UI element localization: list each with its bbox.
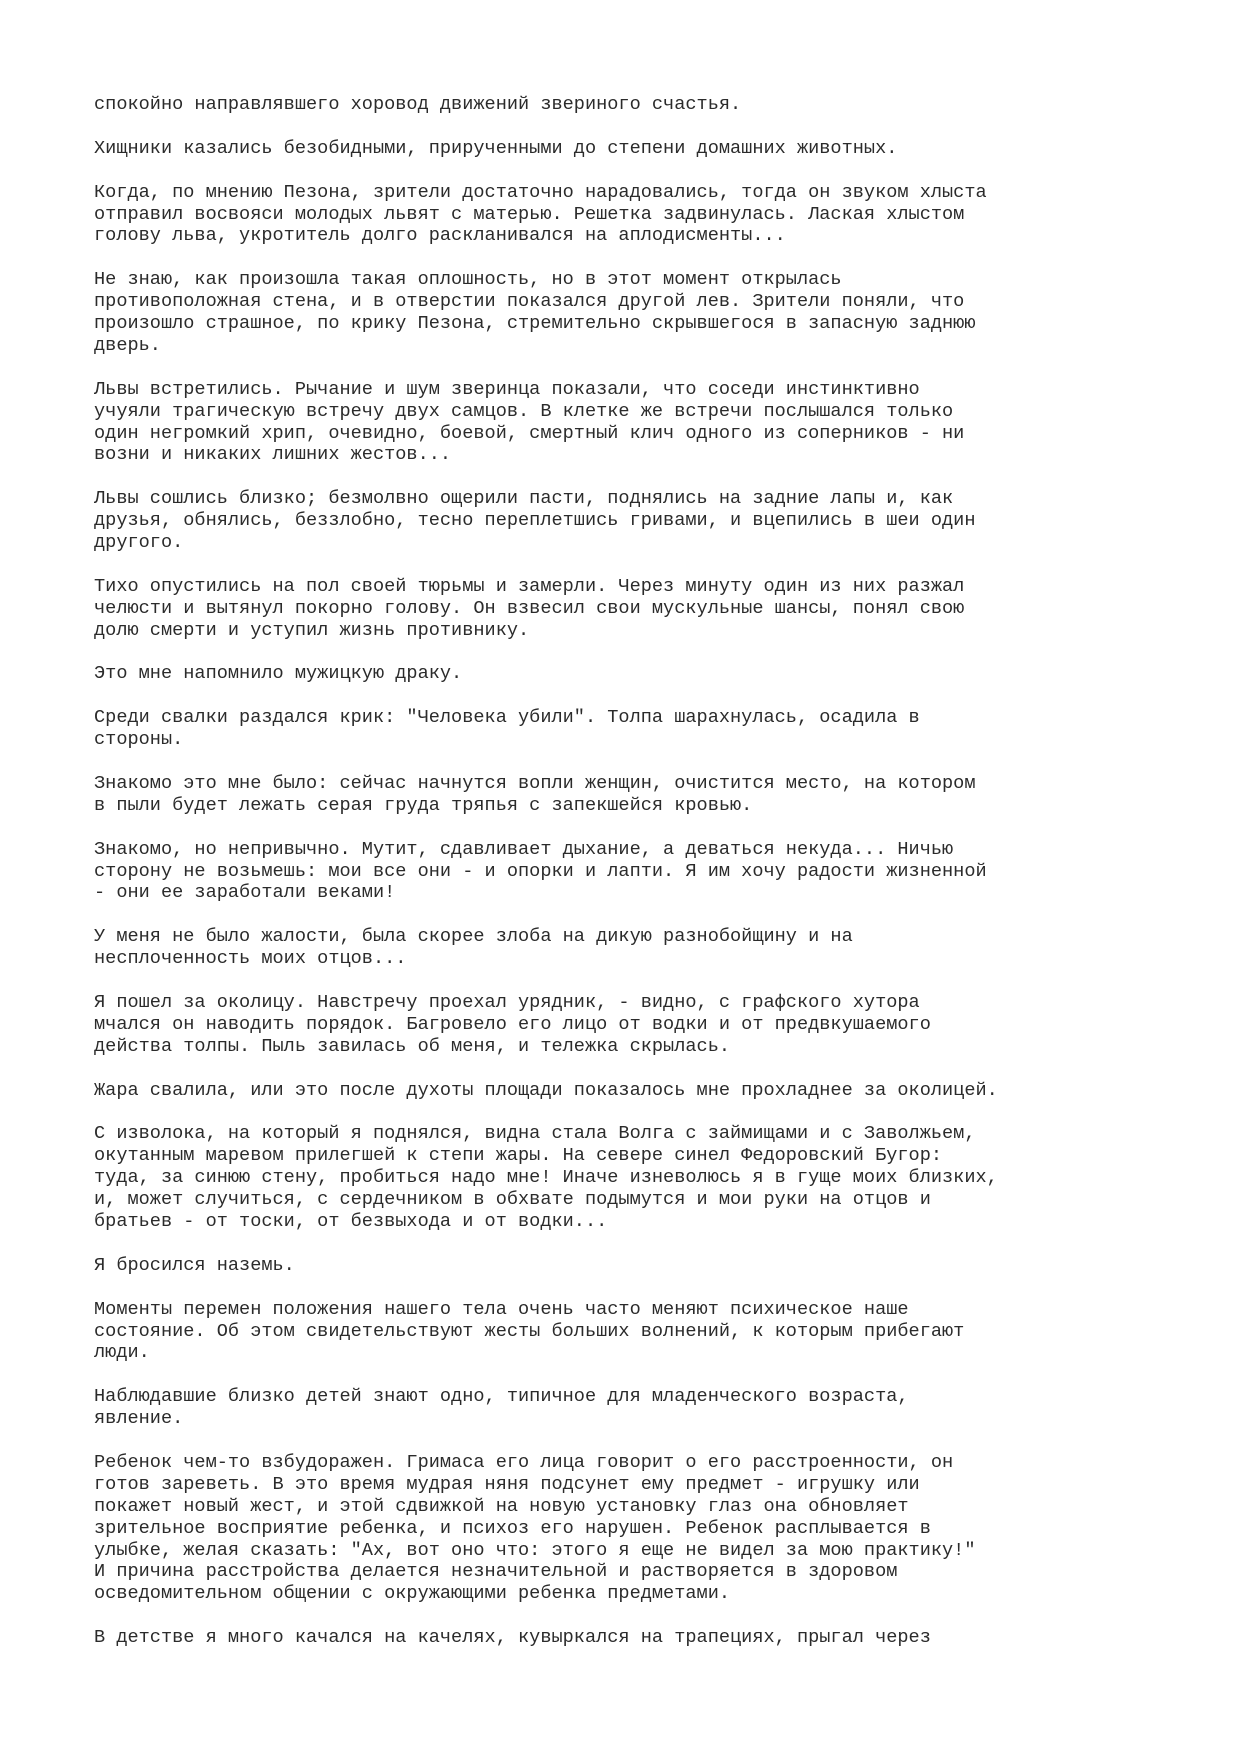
paragraph: Я бросился наземь.	[94, 1254, 295, 1276]
paragraph: Среди свалки раздался крик: "Человека убили". Толпа шарахнулась, осадила в стороны.	[94, 707, 920, 751]
paragraph: С изволока, на который я поднялся, видна стала Волга с займищами и с Заволжьем, окутанным маревом прилегшей к степи жары. На севере синел Федоровский Бугор: туда, за синюю стену, пробиться надо мне! Иначе изневолюсь я в гуще моих близких, и, может случиться, с сердечником в обхвате подымутся и мои руки на отцов и братьев - от тоски, от безвыхода и от водки...	[94, 1123, 998, 1232]
paragraph: Знакомо это мне было: сейчас начнутся вопли женщин, очистится место, на котором в пыли будет лежать серая груда тряпья с запекшейся кровью.	[94, 772, 976, 816]
paragraph: Я пошел за околицу. Навстречу проехал урядник, - видно, с графского хутора мчался он наводить порядок. Багровело его лицо от водки и от предвкушаемого действа толпы. Пыль завилась об меня, и тележка скрылась.	[94, 991, 931, 1057]
paragraph: Ребенок чем-то взбудоражен. Гримаса его лица говорит о его расстроенности, он готов зареветь. В это время мудрая няня подсунет ему предмет - игрушку или покажет новый жест, и этой сдвижкой на новую установку глаз она обновляет зрительное восприятие ребенка, и психоз его нарушен. Ребенок расплывается в улыбке, желая сказать: "Ах, вот оно что: этого я еще не видел за мою практику!" И причина расстройства делается незначительной и растворяется в здоровом осведомительном общении с окружающими ребенка предметами.	[94, 1451, 976, 1605]
paragraph: Хищники казались безобидными, прирученными до степени домашних животных.	[94, 137, 898, 159]
paragraph: спокойно направлявшего хоровод движений звериного счастья.	[94, 94, 742, 115]
paragraph: Наблюдавшие близко детей знают одно, типичное для младенческого возраста, явление.	[94, 1386, 909, 1430]
paragraph: Тихо опустились на пол своей тюрьмы и замерли. Через минуту один из них разжал челюсти и вытянул покорно голову. Он взвесил свои мускульные шансы, понял свою долю смерти и уступил жизнь противнику.	[94, 575, 965, 641]
paragraph: Жара свалила, или это после духоты площади показалось мне прохладнее за околицей.	[94, 1079, 998, 1101]
paragraph: У меня не было жалости, была скорее злоба на дикую разнобойщину и на несплоченность моих отцов...	[94, 926, 853, 970]
paragraph: Не знаю, как произошла такая оплошность, но в этот момент открылась противоположная стена, и в отверстии показался другой лев. Зрители поняли, что произошло страшное, по крику Пезона, стремительно скрывшегося в запасную заднюю дверь.	[94, 269, 976, 356]
paragraph: Это мне напомнило мужицкую драку.	[94, 663, 463, 685]
paragraph: Знакомо, но непривычно. Мутит, сдавливает дыхание, а деваться некуда... Ничью сторону не возьмешь: мои все они - и опорки и лапти. Я им хочу радости жизненной - они ее заработали веками!	[94, 838, 987, 904]
document-page	[94, 94, 1194, 1671]
paragraph: Моменты перемен положения нашего тела очень часто меняют психическое наше состояние. Об этом свидетельствуют жесты больших волнений, к которым прибегают люди.	[94, 1298, 965, 1364]
paragraph: Когда, по мнению Пезона, зрители достаточно нарадовались, тогда он звуком хлыста отправил восвояси молодых львят с матерью. Решетка задвинулась. Лаская хлыстом голову льва, укротитель долго раскланивался на аплодисменты...	[94, 181, 987, 247]
paragraph: Львы встретились. Рычание и шум зверинца показали, что соседи инстинктивно учуяли трагическую встречу двух самцов. В клетке же встречи послышался только один негромкий хрип, очевидно, боевой, смертный клич одного из соперников - ни возни и никаких лишних жестов...	[94, 378, 965, 466]
paragraph: В детстве я много качался на качелях, кувыркался на трапециях, прыгал через	[94, 1627, 931, 1649]
paragraph: Львы сошлись близко; безмолвно ощерили пасти, поднялись на задние лапы и, как друзья, обнялись, беззлобно, тесно переплетшись гривами, и вцепились в шеи один другого.	[94, 488, 976, 554]
